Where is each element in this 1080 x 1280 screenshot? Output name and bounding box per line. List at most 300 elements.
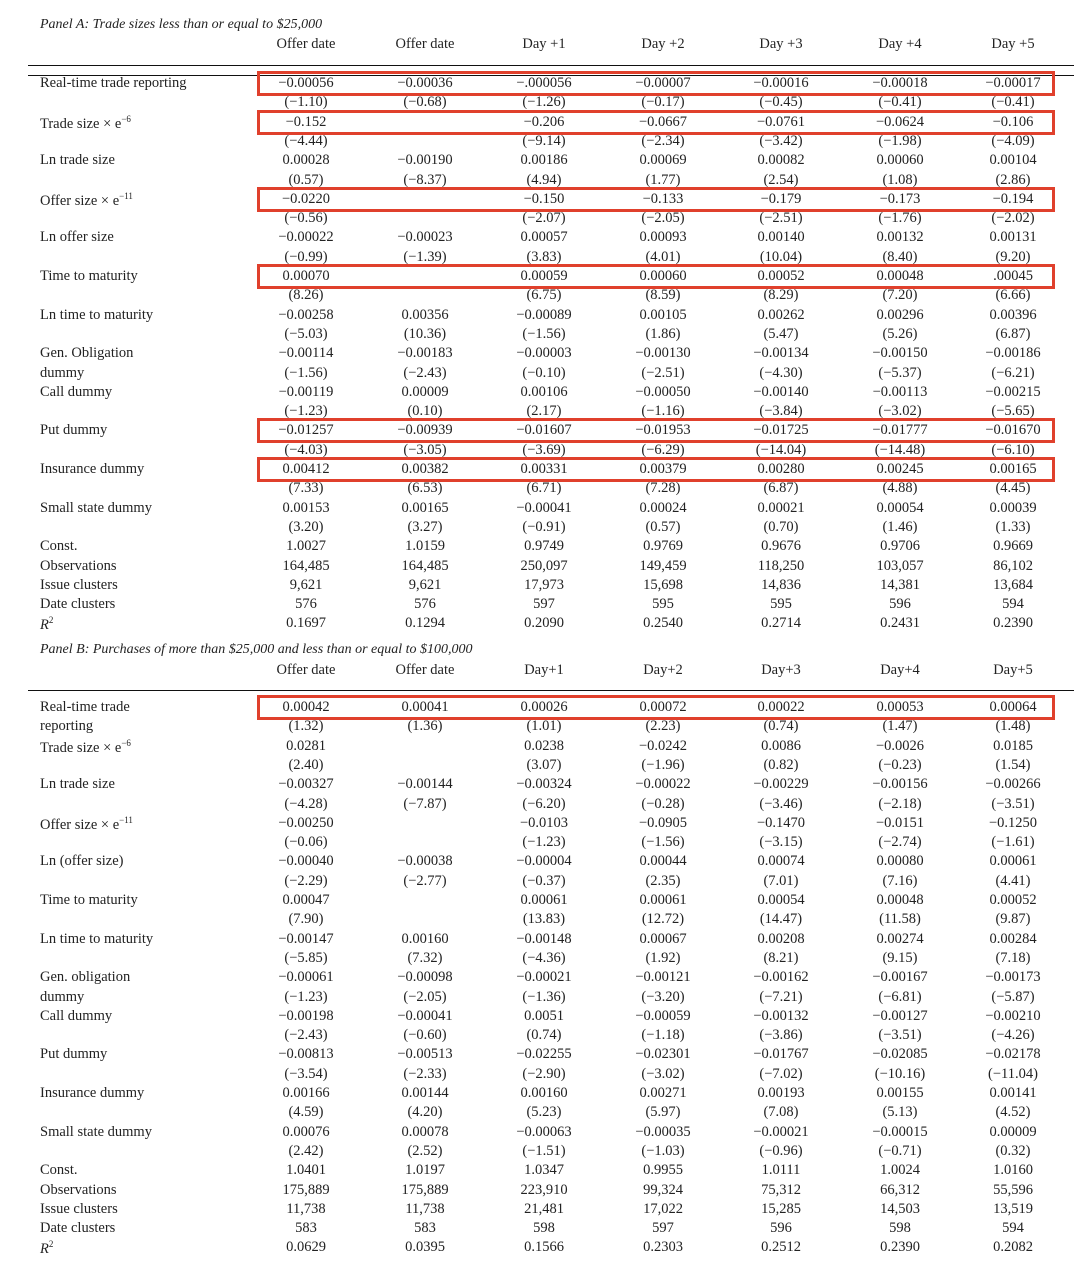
t-stat-cell: (−14.04) xyxy=(755,441,807,458)
stat-cell: 0.0395 xyxy=(405,1239,445,1256)
t-stat-cell: (−0.41) xyxy=(991,94,1035,111)
stat-cell: 1.0160 xyxy=(993,1162,1033,1179)
t-stat-cell: (−0.91) xyxy=(522,518,566,535)
stat-cell: 596 xyxy=(889,596,911,613)
coefficient-cell: 0.00379 xyxy=(639,461,687,477)
t-stat-cell: (−11.04) xyxy=(988,1065,1038,1082)
t-stat-cell: (9.20) xyxy=(995,248,1031,265)
t-stat-cell: (−7.21) xyxy=(759,988,803,1005)
stat-cell: 0.0629 xyxy=(286,1239,326,1256)
coefficient-cell: −0.00250 xyxy=(278,814,334,831)
row-label: Put dummy xyxy=(40,422,108,439)
coefficient-cell: 0.00041 xyxy=(401,699,449,715)
stat-cell: 15,698 xyxy=(643,576,683,593)
coefficient-cell: −0.194 xyxy=(992,190,1034,207)
stat-cell: 0.9769 xyxy=(643,538,683,555)
t-stat-cell: (8.26) xyxy=(288,287,324,304)
coefficient-cell: 0.00048 xyxy=(876,268,924,284)
stat-cell: 17,022 xyxy=(643,1200,683,1217)
coefficient-cell: 0.00141 xyxy=(989,1085,1037,1101)
t-stat-cell: (6.71) xyxy=(526,480,562,497)
coefficient-cell: −0.00266 xyxy=(985,776,1041,793)
coefficient-cell: −0.00098 xyxy=(397,969,453,986)
stat-cell: 75,312 xyxy=(761,1181,801,1198)
t-stat-cell: (8.21) xyxy=(763,949,799,966)
row-label: Gen. Obligation xyxy=(40,345,134,362)
stat-cell: 597 xyxy=(533,596,555,613)
coefficient-cell: −0.00144 xyxy=(397,776,453,793)
stat-label xyxy=(40,1162,77,1179)
stat-cell: 583 xyxy=(414,1220,436,1237)
stat-cell: 14,381 xyxy=(880,576,920,593)
stat-cell: 175,889 xyxy=(282,1181,330,1198)
t-stat-cell: (−1.56) xyxy=(522,325,566,342)
t-stat-cell: (−8.37) xyxy=(403,171,447,188)
stat-cell: 9,621 xyxy=(408,576,442,593)
coefficient-cell: 0.00009 xyxy=(401,383,449,400)
coefficient-cell: −.000056 xyxy=(516,75,572,91)
stat-cell: 11,738 xyxy=(286,1200,326,1217)
stat-cell: 0.2390 xyxy=(880,1239,920,1256)
t-stat-cell: (−2.43) xyxy=(284,1027,328,1044)
stat-label xyxy=(40,558,117,575)
t-stat-cell: (4.20) xyxy=(407,1104,443,1121)
row-label: Ln time to maturity xyxy=(40,930,154,947)
t-stat-cell: (5.97) xyxy=(645,1104,681,1121)
t-stat-cell: (−2.77) xyxy=(403,872,447,889)
t-stat-cell: (−2.05) xyxy=(641,210,685,227)
coefficient-cell: −0.00513 xyxy=(397,1046,453,1063)
t-stat-cell: (−0.37) xyxy=(522,872,566,889)
coefficient-cell: 0.00060 xyxy=(876,152,924,169)
stat-label-text: R xyxy=(40,1241,49,1258)
t-stat-cell: (1.86) xyxy=(645,325,681,342)
t-stat-cell: (−1.56) xyxy=(641,834,685,851)
coefficient-cell: −0.00198 xyxy=(278,1007,334,1024)
stat-cell: 66,312 xyxy=(880,1181,920,1198)
t-stat-cell: (−0.56) xyxy=(284,210,328,227)
coefficient-cell: −0.0151 xyxy=(875,814,925,831)
coefficient-cell: −0.00190 xyxy=(397,152,453,169)
stat-cell: 1.0347 xyxy=(524,1162,564,1179)
coefficient-cell: −0.00229 xyxy=(753,776,809,793)
t-stat-cell: (−4.28) xyxy=(284,795,328,812)
t-stat-cell: (−2.07) xyxy=(522,210,566,227)
t-stat-cell: (11.58) xyxy=(879,911,921,928)
t-stat-cell: (−0.17) xyxy=(641,94,685,111)
t-stat-cell: (5.47) xyxy=(763,325,799,342)
coefficient-cell: −0.00150 xyxy=(872,345,928,362)
stat-cell: 1.0024 xyxy=(880,1162,920,1179)
coefficient-cell: 0.00061 xyxy=(989,853,1037,870)
coefficient-cell: 0.00047 xyxy=(282,892,330,908)
coefficient-cell: 0.00052 xyxy=(757,268,805,284)
coefficient-cell: 0.00165 xyxy=(401,499,449,516)
t-stat-cell: (3.27) xyxy=(407,518,443,535)
t-stat-cell: (−3.46) xyxy=(759,795,803,812)
t-stat-cell: (−6.10) xyxy=(991,441,1035,458)
column-header: Day +4 xyxy=(878,36,922,52)
t-stat-cell: (0.82) xyxy=(763,756,799,773)
stat-cell: 0.2390 xyxy=(993,615,1033,632)
stat-cell: 0.9669 xyxy=(993,538,1033,555)
column-header: Offer date xyxy=(276,36,336,52)
t-stat-cell: (−2.74) xyxy=(878,834,922,851)
t-stat-cell: (−3.69) xyxy=(522,441,566,458)
coefficient-cell: 0.00274 xyxy=(876,930,924,947)
t-stat-cell: (8.59) xyxy=(645,287,681,304)
t-stat-cell: (12.72) xyxy=(641,911,685,928)
t-stat-cell: (−1.98) xyxy=(878,132,922,149)
coefficient-cell: −0.02301 xyxy=(635,1046,691,1063)
t-stat-cell: (2.42) xyxy=(288,1142,324,1159)
coefficient-cell: 0.00060 xyxy=(639,268,687,284)
t-stat-cell: (9.15) xyxy=(882,949,918,966)
t-stat-cell: (−2.05) xyxy=(403,988,447,1005)
coefficient-cell: −0.00089 xyxy=(516,306,572,323)
t-stat-cell: (7.28) xyxy=(645,480,681,497)
t-stat-cell: (−1.23) xyxy=(284,988,328,1005)
t-stat-cell: (0.57) xyxy=(288,171,324,188)
stat-cell: 99,324 xyxy=(643,1181,683,1198)
t-stat-cell: (−1.39) xyxy=(403,248,447,265)
t-stat-cell: (2.86) xyxy=(995,171,1031,188)
t-stat-cell: (2.23) xyxy=(645,718,681,735)
coefficient-cell: −0.00147 xyxy=(278,930,334,947)
exponent: 2 xyxy=(48,1239,54,1250)
row-label: Small state dummy xyxy=(40,499,152,516)
t-stat-cell: (6.66) xyxy=(995,287,1031,304)
coefficient-cell: 0.0281 xyxy=(286,737,326,754)
t-stat-cell: (0.70) xyxy=(763,518,799,535)
t-stat-cell: (1.33) xyxy=(995,518,1031,535)
stat-cell: 1.0159 xyxy=(405,538,445,555)
coefficient-cell: −0.00016 xyxy=(753,75,809,91)
coefficient-cell: −0.00061 xyxy=(278,969,334,986)
stat-cell: 14,503 xyxy=(880,1200,920,1217)
coefficient-cell: 0.00280 xyxy=(757,461,805,477)
t-stat-cell: (−10.16) xyxy=(874,1065,926,1082)
row-label-text: Offer size × e xyxy=(40,192,120,209)
t-stat-cell: (1.77) xyxy=(645,171,681,188)
coefficient-cell: −0.01257 xyxy=(278,422,334,439)
coefficient-cell: −0.02178 xyxy=(985,1046,1041,1063)
coefficient-cell: −0.00148 xyxy=(516,930,572,947)
stat-label-text: Const. xyxy=(40,1162,78,1179)
t-stat-cell: (−3.20) xyxy=(641,988,685,1005)
coefficient-cell: −0.00140 xyxy=(753,383,809,400)
t-stat-cell: (−7.02) xyxy=(759,1065,803,1082)
coefficient-cell: 0.00078 xyxy=(401,1123,449,1140)
stat-label xyxy=(40,577,118,594)
t-stat-cell: (1.32) xyxy=(288,718,324,735)
t-stat-cell: (1.54) xyxy=(995,756,1031,773)
stat-cell: 0.1566 xyxy=(524,1239,564,1256)
stat-cell: 595 xyxy=(770,596,792,613)
t-stat-cell: (−5.37) xyxy=(878,364,922,381)
coefficient-cell: −0.00130 xyxy=(635,345,691,362)
stat-cell: 11,738 xyxy=(405,1200,445,1217)
stat-cell: 1.0027 xyxy=(286,538,326,555)
stat-cell: 175,889 xyxy=(401,1181,449,1198)
coefficient-cell: 0.00105 xyxy=(639,306,687,323)
coefficient-cell: −0.00007 xyxy=(635,75,691,91)
t-stat-cell: (−4.36) xyxy=(522,949,566,966)
t-stat-cell: (0.32) xyxy=(995,1142,1031,1159)
stat-cell: 0.2082 xyxy=(993,1239,1033,1256)
stat-cell: 0.9676 xyxy=(761,538,801,555)
row-label: Real-time trade reporting xyxy=(40,75,187,91)
coefficient-cell: −0.02085 xyxy=(872,1046,928,1063)
t-stat-cell: (7.32) xyxy=(407,949,443,966)
stat-cell: 86,102 xyxy=(993,557,1033,574)
coefficient-cell: −0.00003 xyxy=(516,345,572,362)
t-stat-cell: (−4.26) xyxy=(991,1027,1035,1044)
coefficient-cell: −0.00021 xyxy=(753,1123,809,1140)
t-stat-cell: (2.40) xyxy=(288,756,324,773)
coefficient-cell: −0.152 xyxy=(285,113,327,130)
coefficient-cell: 0.00166 xyxy=(282,1085,330,1101)
coefficient-cell: −0.1470 xyxy=(756,814,806,831)
coefficient-cell: 0.00131 xyxy=(989,229,1037,246)
stat-label xyxy=(40,1201,118,1218)
t-stat-cell: (−2.33) xyxy=(403,1065,447,1082)
coefficient-cell: −0.00134 xyxy=(753,345,809,362)
stat-cell: 0.2540 xyxy=(643,615,683,632)
stat-cell: 0.1294 xyxy=(405,615,445,632)
coefficient-cell: 0.00061 xyxy=(639,892,687,908)
coefficient-cell: −0.0905 xyxy=(638,814,688,831)
t-stat-cell: (4.59) xyxy=(288,1104,324,1121)
row-label: Ln trade size xyxy=(40,776,115,793)
column-header: Day +2 xyxy=(641,36,685,52)
stat-cell: 0.2431 xyxy=(880,615,920,632)
t-stat-cell: (−2.02) xyxy=(991,210,1035,227)
coefficient-cell: 0.00028 xyxy=(282,152,330,169)
stat-cell: 0.2303 xyxy=(643,1239,683,1256)
coefficient-cell: 0.00082 xyxy=(757,152,805,169)
coefficient-cell: .00045 xyxy=(993,268,1033,284)
row-label: Insurance dummy xyxy=(40,1085,145,1101)
table-rule xyxy=(28,65,1074,66)
coefficient-cell: 0.00104 xyxy=(989,152,1037,169)
stat-cell: 0.2512 xyxy=(761,1239,801,1256)
coefficient-cell: −0.00210 xyxy=(985,1007,1041,1024)
t-stat-cell: (1.92) xyxy=(645,949,681,966)
coefficient-cell: 0.00064 xyxy=(989,699,1037,715)
coefficient-cell: 0.00074 xyxy=(757,853,805,870)
coefficient-cell: 0.00067 xyxy=(639,930,687,947)
coefficient-cell: 0.0185 xyxy=(993,737,1033,754)
t-stat-cell: (1.48) xyxy=(995,718,1031,735)
coefficient-cell: −0.00041 xyxy=(516,499,572,516)
stat-cell: 598 xyxy=(889,1220,911,1237)
row-label: Ln trade size xyxy=(40,152,115,169)
coefficient-cell: 0.00053 xyxy=(876,699,924,715)
stat-cell: 0.1697 xyxy=(286,615,326,632)
coefficient-cell: −0.00063 xyxy=(516,1123,572,1140)
t-stat-cell: (−2.18) xyxy=(878,795,922,812)
t-stat-cell: (7.08) xyxy=(763,1104,799,1121)
t-stat-cell: (0.74) xyxy=(526,1027,562,1044)
t-stat-cell: (0.57) xyxy=(645,518,681,535)
t-stat-cell: (−3.51) xyxy=(991,795,1035,812)
row-label xyxy=(40,114,131,133)
row-label-text: Offer size × e xyxy=(40,816,120,833)
stat-cell: 15,285 xyxy=(761,1200,801,1217)
t-stat-cell: (5.26) xyxy=(882,325,918,342)
stat-cell: 103,057 xyxy=(876,557,924,574)
t-stat-cell: (7.90) xyxy=(288,911,324,928)
exponent: −11 xyxy=(119,190,133,201)
t-stat-cell: (−5.87) xyxy=(991,988,1035,1005)
t-stat-cell: (1.36) xyxy=(407,718,443,735)
stat-cell: 576 xyxy=(295,596,317,613)
t-stat-cell: (4.01) xyxy=(645,248,681,265)
t-stat-cell: (6.87) xyxy=(995,325,1031,342)
t-stat-cell: (7.18) xyxy=(995,949,1031,966)
coefficient-cell: 0.00042 xyxy=(282,699,330,715)
t-stat-cell: (−1.18) xyxy=(641,1027,685,1044)
coefficient-cell: −0.0242 xyxy=(638,737,688,754)
stat-label-text: Const. xyxy=(40,538,78,555)
coefficient-cell: 0.00024 xyxy=(639,499,687,516)
coefficient-cell: −0.00040 xyxy=(278,853,334,870)
t-stat-cell: (6.75) xyxy=(526,287,562,304)
t-stat-cell: (−0.41) xyxy=(878,94,922,111)
panel-title: Panel B: Purchases of more than $25,000 and less than or equal to $100,000 xyxy=(40,642,473,657)
coefficient-cell: −0.00114 xyxy=(278,345,334,362)
coefficient-cell: 0.00331 xyxy=(520,461,568,477)
t-stat-cell: (−1.61) xyxy=(991,834,1035,851)
coefficient-cell: −0.00167 xyxy=(872,969,928,986)
t-stat-cell: (−1.51) xyxy=(522,1142,566,1159)
coefficient-cell: −0.0103 xyxy=(519,814,569,831)
coefficient-cell: 0.00069 xyxy=(639,152,687,169)
coefficient-cell: 0.00193 xyxy=(757,1085,805,1101)
coefficient-cell: 0.00396 xyxy=(989,306,1037,323)
coefficient-cell: −0.0026 xyxy=(875,737,925,754)
t-stat-cell: (−1.56) xyxy=(284,364,328,381)
stat-cell: 594 xyxy=(1002,1220,1024,1237)
t-stat-cell: (−6.21) xyxy=(991,364,1035,381)
coefficient-cell: 0.00052 xyxy=(989,892,1037,908)
t-stat-cell: (1.47) xyxy=(882,718,918,735)
stat-label-text: Issue clusters xyxy=(40,1200,118,1217)
stat-label-text: Date clusters xyxy=(40,1220,116,1237)
coefficient-cell: 0.00296 xyxy=(876,306,924,323)
coefficient-cell: 0.00106 xyxy=(520,383,568,400)
t-stat-cell: (−1.16) xyxy=(641,403,685,420)
t-stat-cell: (−1.10) xyxy=(284,94,328,111)
stat-cell: 1.0401 xyxy=(286,1162,326,1179)
coefficient-cell: 0.00039 xyxy=(989,499,1037,516)
t-stat-cell: (4.41) xyxy=(995,872,1031,889)
t-stat-cell: (5.13) xyxy=(882,1104,918,1121)
coefficient-cell: 0.0086 xyxy=(761,737,801,754)
stat-label-text: Date clusters xyxy=(40,596,116,613)
column-header: Day+3 xyxy=(761,662,801,678)
column-header: Day+2 xyxy=(643,662,683,678)
t-stat-cell: (−1.96) xyxy=(641,756,685,773)
coefficient-cell: −0.179 xyxy=(760,190,802,207)
t-stat-cell: (9.87) xyxy=(995,911,1031,928)
coefficient-cell: 0.00057 xyxy=(520,229,568,246)
t-stat-cell: (−0.68) xyxy=(403,94,447,111)
coefficient-cell: −0.206 xyxy=(523,113,565,130)
coefficient-cell: 0.00022 xyxy=(757,699,805,715)
stat-label-text: Observations xyxy=(40,1181,117,1198)
t-stat-cell: (−5.03) xyxy=(284,325,328,342)
stat-label xyxy=(40,1239,53,1258)
stat-cell: 223,910 xyxy=(520,1181,568,1198)
t-stat-cell: (6.87) xyxy=(763,480,799,497)
coefficient-cell: 0.00160 xyxy=(520,1085,568,1101)
coefficient-cell: 0.00245 xyxy=(876,461,924,477)
t-stat-cell: (−3.15) xyxy=(759,834,803,851)
coefficient-cell: −0.00036 xyxy=(397,75,453,91)
stat-cell: 576 xyxy=(414,596,436,613)
t-stat-cell: (−0.60) xyxy=(403,1027,447,1044)
column-header: Offer date xyxy=(395,662,455,678)
stat-cell: 595 xyxy=(652,596,674,613)
t-stat-cell: (3.07) xyxy=(526,756,562,773)
coefficient-cell: −0.173 xyxy=(879,190,921,207)
t-stat-cell: (6.53) xyxy=(407,480,443,497)
coefficient-cell: −0.01607 xyxy=(516,422,572,439)
coefficient-cell: −0.00022 xyxy=(635,776,691,793)
coefficient-cell: −0.02255 xyxy=(516,1046,572,1063)
coefficient-cell: −0.00038 xyxy=(397,853,453,870)
column-header: Offer date xyxy=(276,662,336,678)
table-rule xyxy=(28,690,1074,691)
t-stat-cell: (7.33) xyxy=(288,480,324,497)
column-header: Day +1 xyxy=(522,36,566,52)
t-stat-cell: (4.45) xyxy=(995,480,1031,497)
row-label-text: Trade size × e xyxy=(40,115,122,132)
column-header: Day+5 xyxy=(993,662,1033,678)
t-stat-cell: (3.83) xyxy=(526,248,562,265)
t-stat-cell: (14.47) xyxy=(759,911,803,928)
coefficient-cell: −0.00021 xyxy=(516,969,572,986)
coefficient-cell: 0.00132 xyxy=(876,229,924,246)
stat-cell: 149,459 xyxy=(639,557,687,574)
row-label: Put dummy xyxy=(40,1046,108,1063)
coefficient-cell: −0.00119 xyxy=(278,383,334,400)
exponent: −11 xyxy=(119,814,133,825)
t-stat-cell: (−4.03) xyxy=(284,441,328,458)
t-stat-cell: (7.20) xyxy=(882,287,918,304)
t-stat-cell: (−3.84) xyxy=(759,403,803,420)
t-stat-cell: (7.16) xyxy=(882,872,918,889)
coefficient-cell: 0.00155 xyxy=(876,1085,924,1101)
t-stat-cell: (10.36) xyxy=(403,325,447,342)
stat-label xyxy=(40,615,53,634)
t-stat-cell: (0.74) xyxy=(763,718,799,735)
stat-cell: 17,973 xyxy=(524,576,564,593)
t-stat-cell: (0.10) xyxy=(407,403,443,420)
row-label: Time to maturity xyxy=(40,892,138,908)
row-label: Call dummy xyxy=(40,383,113,400)
column-header: Day+4 xyxy=(880,662,920,678)
coefficient-cell: −0.01670 xyxy=(985,422,1041,439)
coefficient-cell: 0.00070 xyxy=(282,268,330,284)
t-stat-cell: (−0.71) xyxy=(878,1142,922,1159)
t-stat-cell: (−2.43) xyxy=(403,364,447,381)
t-stat-cell: (−0.10) xyxy=(522,364,566,381)
coefficient-cell: 0.00054 xyxy=(876,499,924,516)
coefficient-cell: −0.00215 xyxy=(985,383,1041,400)
